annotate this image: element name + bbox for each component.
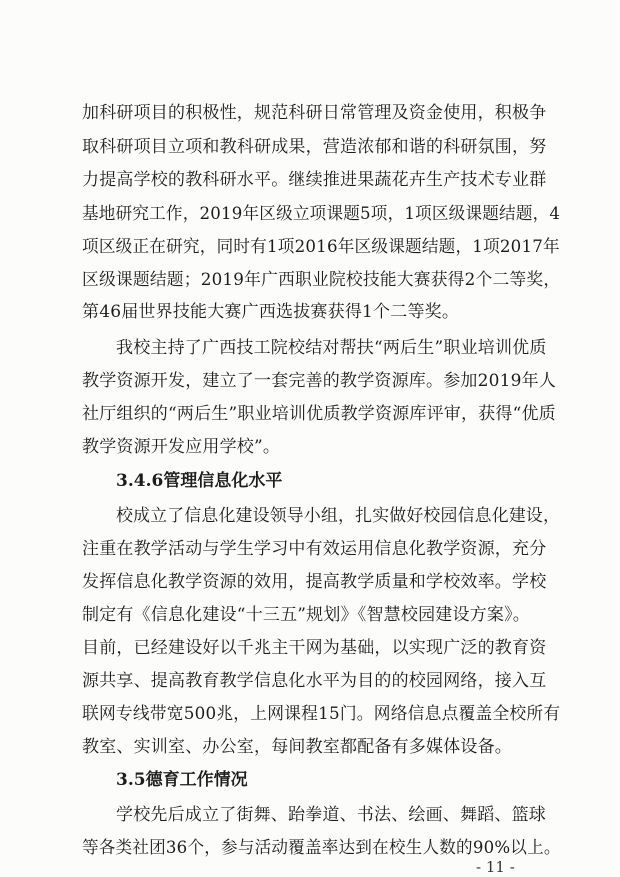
paragraph-line: 注重在教学活动与学生学习中有效运用信息化教学资源，充分 [82,539,547,559]
paragraph-line: 联网专线带宽500兆，上网课程15门。网络信息点覆盖全校所有 [82,704,561,724]
paragraph-line: 教学资源开发应用学校”。 [82,437,281,457]
paragraph-line: 基地研究工作，2019年区级立项课题5项，1项区级课题结题，4 [82,204,561,224]
paragraph-line: 区级课题结题；2019年广西职业院校技能大赛获得2个二等奖， [82,270,561,290]
paragraph-line: 力提高学校的教科研水平。继续推进果蔬花卉生产技术专业群 [82,170,547,190]
paragraph-line: 项区级正在研究，同时有1项2016年区级课题结题，1项2017年 [82,237,560,257]
section-heading-3-5: 3.5德育工作情况 [116,770,248,790]
paragraph-line: 教室、实训室、办公室，每间教室都配备有多媒体设备。 [82,737,512,757]
section-heading-3-4-6: 3.4.6管理信息化水平 [116,471,283,491]
paragraph-line: 教学资源开发，建立了一套完善的教学资源库。参加2019年人 [82,371,557,391]
paragraph-line: 目前，已经建设好以千兆主干网为基础，以实现广泛的教育资 [82,638,547,658]
paragraph-line: 源共享、提高教育教学信息化水平为目的的校园网络，接入互 [82,671,547,691]
paragraph-line: 校成立了信息化建设领导小组，扎实做好校园信息化建设， [116,506,561,526]
paragraph-line: 制定有《信息化建设“十三五”规划》《智慧校园建设方案》。 [82,605,530,625]
paragraph-line: 取科研项目立项和教科研成果，营造浓郁和谐的科研氛围，努 [82,137,547,157]
paragraph-line: 我校主持了广西技工院校结对帮扶“两后生”职业培训优质 [116,338,547,358]
paragraph-line: 学校先后成立了街舞、跆拳道、书法、绘画、舞蹈、篮球 [116,805,546,825]
page-number: - 11 - [476,858,515,876]
paragraph-line: 等各类社团36个，参与活动覆盖率达到在校生人数的90%以上。 [82,838,561,858]
paragraph-line: 发挥信息化教学资源的效用，提高教学质量和学校效率。学校 [82,572,547,592]
paragraph-line: 第46届世界技能大赛广西选拔赛获得1个二等奖。 [82,302,460,322]
paragraph-line: 社厅组织的“两后生”职业培训优质教学资源库评审，获得“优质 [82,404,556,424]
paragraph-line: 加科研项目的积极性，规范科研日常管理及资金使用，积极争 [82,103,547,123]
